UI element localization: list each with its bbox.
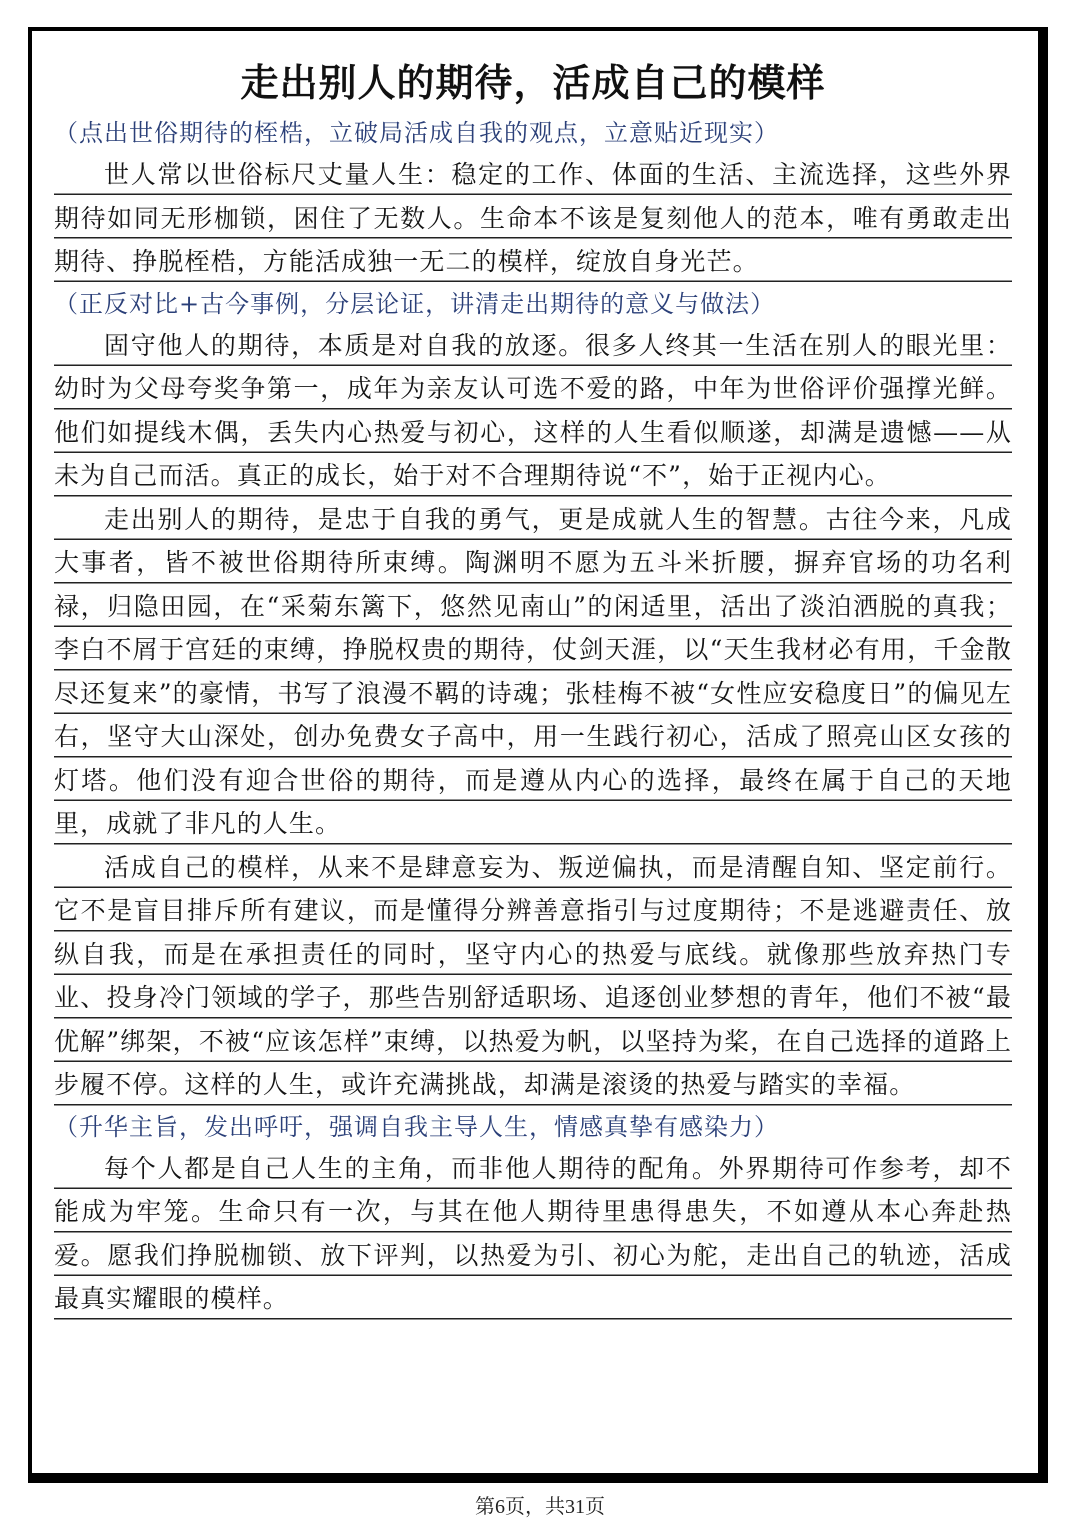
essay-title: 走出别人的期待，活成自己的模样 [240,61,826,105]
annotation-note-intro: （点出世俗期待的桎梏，立破局活成自我的观点，立意贴近现实） [54,119,779,147]
paragraph-body-3: 活成自己的模样，从来不是肆意妄为、叛逆偏执，而是清醒自知、坚定前行。它不是盲目排斥所有建议，而是懂得分辨善意指引与过度期待；不是逃避责任、放纵自我，而是在承担责任的同时，坚守内心的热爱与底线。就像那些放弃热门专业、投身冷门领域的学子，那些告别舒适职场、追逐创业梦想的青年，他们不被“最优解”绑架，不被“应该怎样”束缚，以热爱为帆，以坚持为桨，在自己选择的道路上步履不停。这样的人生，或许充满挑战，却满是滚烫的热爱与踏实的幸福。 [54,846,1012,1107]
page-number: 第6页，共31页 [475,1496,605,1518]
paragraph-conclusion: 每个人都是自己人生的主角，而非他人期待的配角。外界期待可作参考，却不能成为牢笼。生命只有一次，与其在他人期待里患得患失，不如遵从本心奔赴热爱。愿我们挣脱枷锁、放下评判，以热爱为引、初心为舵，走出自己的轨迹，活成最真实耀眼的模样。 [54,1147,1012,1321]
paragraph-body-1: 固守他人的期待，本质是对自我的放逐。很多人终其一生活在别人的眼光里：幼时为父母夸奖争第一，成年为亲友认可选不爱的路，中年为世俗评价强撑光鲜。他们如提线木偶，丢失内心热爱与初心，这样的人生看似顺遂，却满是遗憾——从未为自己而活。真正的成长，始于对不合理期待说“不”，始于正视内心。 [54,324,1012,498]
annotation-note-body: （正反对比+古今事例，分层论证，讲清走出期待的意义与做法） [54,289,776,318]
page-frame [28,27,1048,1483]
annotation-note-conclusion: （升华主旨，发出呼吁，强调自我主导人生，情感真挚有感染力） [54,1112,779,1141]
paragraph-intro: 世人常以世俗标尺丈量人生：稳定的工作、体面的生活、主流选择，这些外界期待如同无形枷锁，困住了无数人。生命本不该是复刻他人的范本，唯有勇敢走出期待、挣脱桎梏，方能活成独一无二的模样，绽放自身光芒。 [54,153,1012,284]
paragraph-body-2: 走出别人的期待，是忠于自我的勇气，更是成就人生的智慧。古往今来，凡成大事者，皆不被世俗期待所束缚。陶渊明不愿为五斗米折腰，摒弃官场的功名利禄，归隐田园，在“采菊东篱下，悠然见南山”的闲适里，活出了淡泊洒脱的真我；李白不屑于宫廷的束缚，挣脱权贵的期待，仗剑天涯，以“天生我材必有用，千金散尽还复来”的豪情，书写了浪漫不羁的诗魂；张桂梅不被“女性应安稳度日”的偏见左右，坚守大山深处，创办免费女子高中，用一生践行初心，活成了照亮山区女孩的灯塔。他们没有迎合世俗的期待，而是遵从内心的选择，最终在属于自己的天地里，成就了非凡的人生。 [54,498,1012,846]
document-body [54,31,1012,1321]
